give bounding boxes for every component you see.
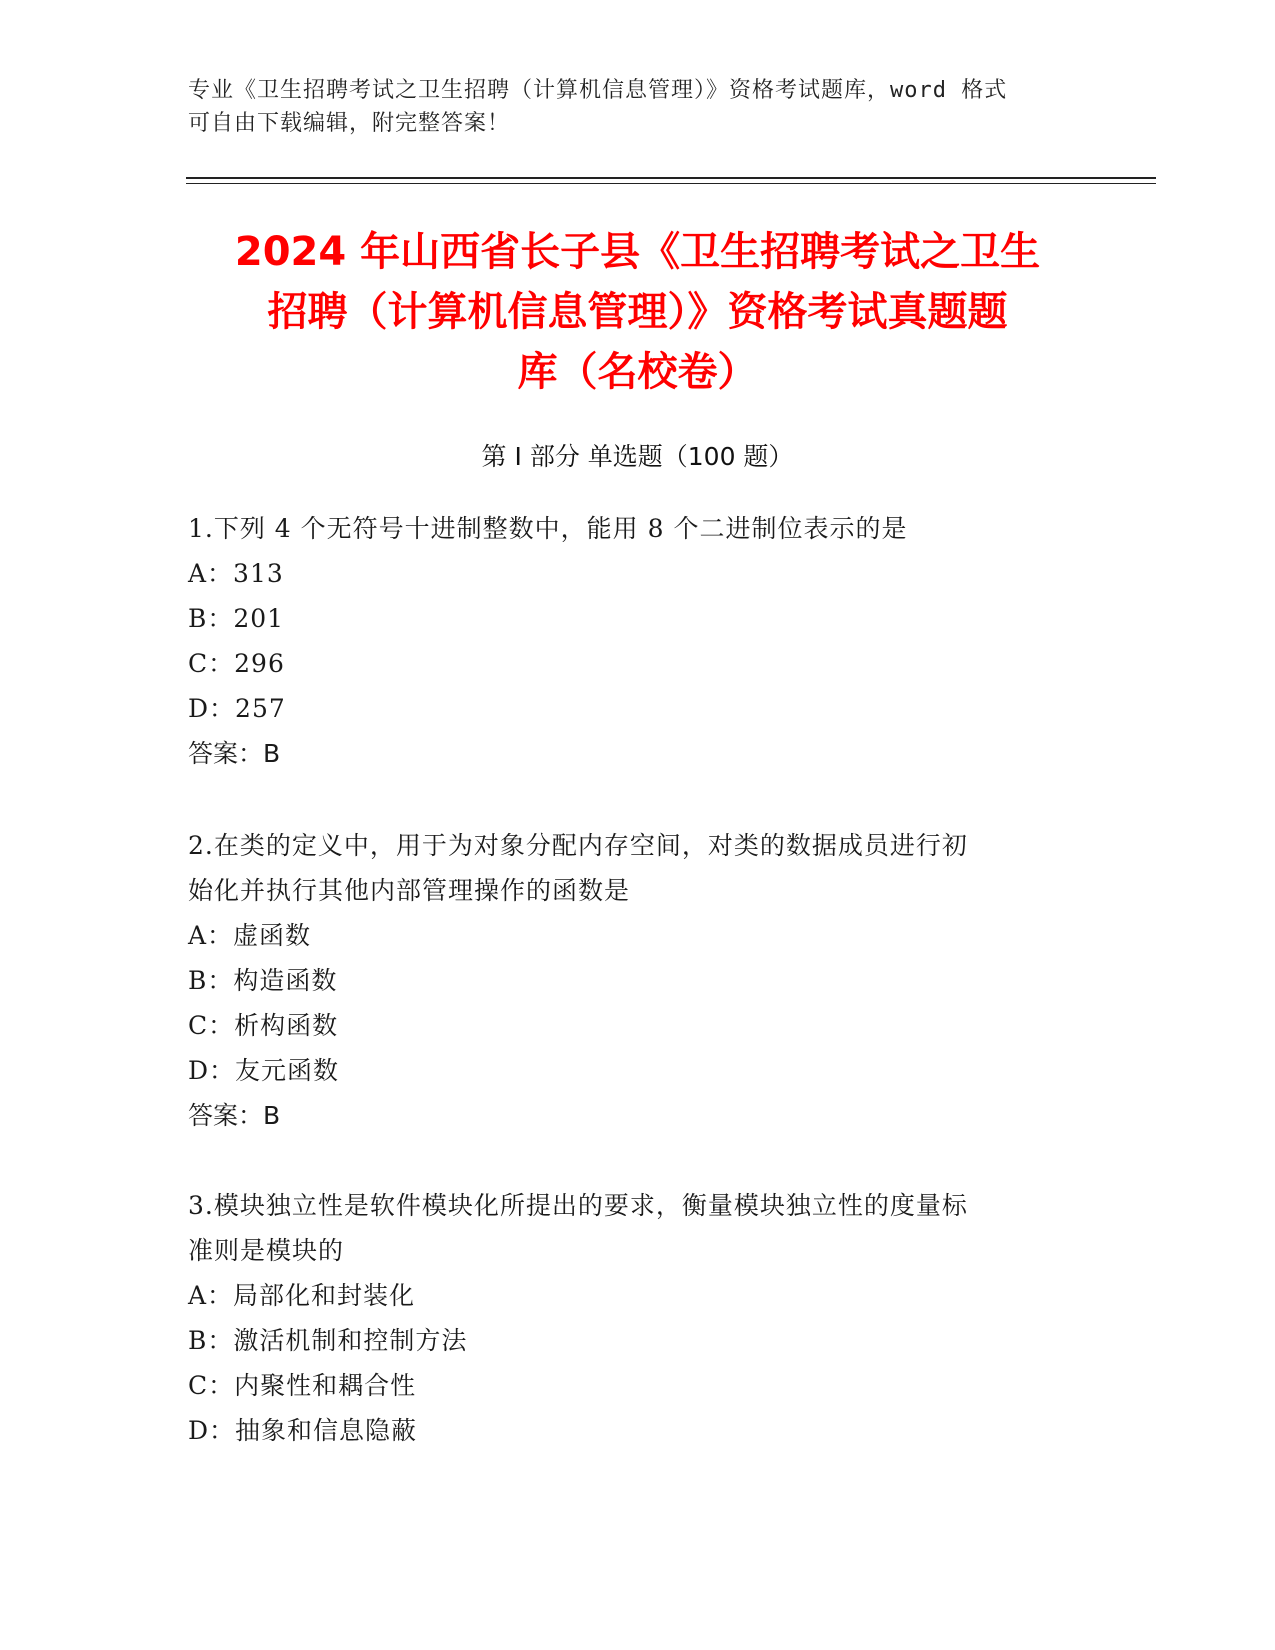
- question-3: [188, 1183, 1088, 1453]
- option-a: A：虚函数: [188, 921, 312, 950]
- question-stem-continued: 始化并执行其他内部管理操作的函数是: [188, 876, 631, 905]
- option-b: B：激活机制和控制方法: [188, 1326, 468, 1355]
- question-stem: 2.在类的定义中，用于为对象分配内存空间，对类的数据成员进行初: [188, 831, 968, 860]
- option-d: D：抽象和信息隐蔽: [188, 1416, 418, 1445]
- option-a: A：局部化和封装化: [188, 1281, 416, 1310]
- option-d: D：257: [188, 694, 286, 723]
- document-title-line-3: 库（名校卷）: [517, 349, 758, 395]
- question-1: [188, 506, 1088, 776]
- document-title-line-2: 招聘（计算机信息管理）》资格考试真题题: [267, 289, 1008, 335]
- option-b: B：201: [188, 604, 285, 633]
- answer: 答案：B: [188, 1101, 281, 1130]
- option-c: C：析构函数: [188, 1011, 339, 1040]
- header-note: [188, 74, 1068, 140]
- option-c: C：内聚性和耦合性: [188, 1371, 417, 1400]
- document-title-line-1: 2024 年山西省长子县《卫生招聘考试之卫生: [234, 229, 1041, 275]
- option-d: D：友元函数: [188, 1056, 340, 1085]
- answer: 答案：B: [188, 739, 281, 768]
- header-divider-thick: [186, 177, 1156, 179]
- header-note-line-2: 可自由下载编辑，附完整答案！: [188, 111, 511, 136]
- option-c: C：296: [188, 649, 285, 678]
- document-title: [150, 222, 1125, 402]
- question-stem: 3.模块独立性是软件模块化所提出的要求，衡量模块独立性的度量标: [188, 1191, 968, 1220]
- section-title: 第 I 部分 单选题（100 题）: [481, 442, 794, 471]
- option-a: A：313: [188, 559, 284, 588]
- header-note-line-1: 专业《卫生招聘考试之卫生招聘（计算机信息管理）》资格考试题库，word 格式: [188, 78, 1008, 103]
- question-stem-continued: 准则是模块的: [188, 1236, 345, 1265]
- header-divider-thin: [186, 183, 1156, 184]
- question-2: [188, 823, 1088, 1138]
- question-stem: 1.下列 4 个无符号十进制整数中，能用 8 个二进制位表示的是: [188, 514, 908, 543]
- option-b: B：构造函数: [188, 966, 338, 995]
